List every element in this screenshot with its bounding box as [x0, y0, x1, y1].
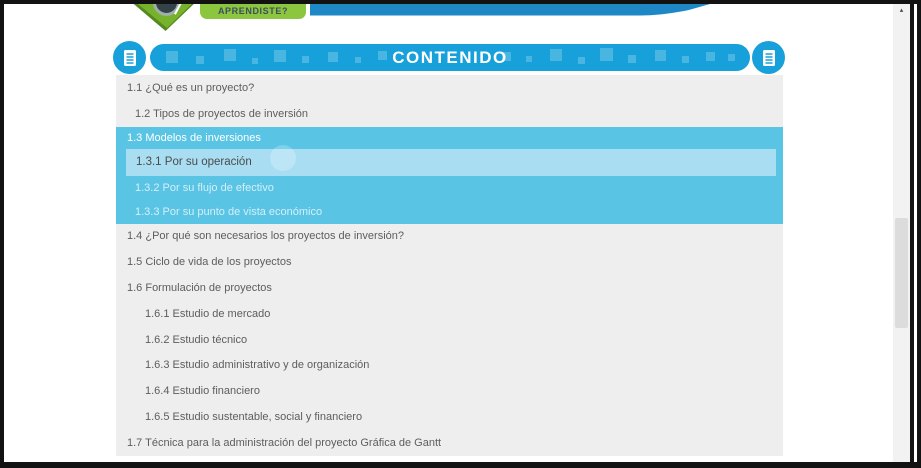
square-decoration [728, 54, 735, 61]
square-decoration [274, 50, 286, 62]
toc-item[interactable]: 1.5 Ciclo de vida de los proyectos [127, 256, 292, 269]
toc-item[interactable]: 1.3 Modelos de inversiones [127, 131, 261, 144]
square-decoration [328, 52, 338, 62]
document-icon [752, 41, 785, 74]
frame-top [0, 0, 921, 4]
toc-section-active [116, 127, 783, 224]
square-decoration [682, 56, 689, 63]
toc-item[interactable]: 1.6.2 Estudio técnico [145, 333, 248, 346]
frame-right-outer [917, 0, 921, 468]
toc-item[interactable]: 1.2 Tipos de proyectos de inversión [135, 107, 309, 120]
square-decoration [224, 49, 236, 61]
contenido-title: CONTENIDO [392, 47, 508, 67]
toc-item[interactable]: 1.6.1 Estudio de mercado [145, 307, 271, 320]
square-decoration [600, 48, 613, 61]
toc-item[interactable]: 1.7 Técnica para la administración del proyecto Gráfica de Gantt [127, 436, 442, 449]
square-decoration [355, 57, 361, 63]
toc-panel [116, 75, 783, 456]
square-decoration [526, 56, 532, 62]
square-decoration [378, 51, 387, 60]
toc-item[interactable]: 1.6.5 Estudio sustentable, social y financiero [145, 411, 363, 424]
toc-item[interactable]: 1.6.3 Estudio administrativo y de organización [145, 359, 370, 372]
square-decoration [550, 49, 562, 61]
square-decoration [706, 52, 715, 61]
toc-item[interactable]: 1.4 ¿Por qué son necesarios los proyectos de inversión? [127, 230, 404, 243]
scrollbar-thumb[interactable] [895, 218, 908, 328]
square-decoration [655, 50, 666, 61]
square-decoration [578, 57, 585, 64]
square-decoration [166, 51, 178, 63]
toc-item[interactable]: 1.6 Formulación de proyectos [127, 282, 272, 295]
toc-item[interactable]: 1.3.3 Por su punto de vista económico [135, 205, 323, 218]
square-decoration [628, 55, 636, 63]
toc-item[interactable]: 1.1 ¿Qué es un proyecto? [127, 81, 255, 94]
square-decoration [302, 56, 309, 63]
frame-bottom [0, 462, 921, 468]
toc-item[interactable]: 1.3.2 Por su flujo de efectivo [135, 181, 274, 194]
scroll-up-icon[interactable]: ▴ [899, 7, 904, 14]
tab-aprendiste-label: APRENDISTE? [217, 6, 289, 16]
square-decoration [252, 58, 258, 64]
frame-right-inner [910, 0, 914, 468]
document-icon [113, 41, 146, 74]
toc-item[interactable]: 1.3.1 Por su operación [126, 149, 776, 176]
frame-left [0, 0, 4, 468]
contenido-header-bar [150, 44, 750, 71]
toc-item[interactable]: 1.6.4 Estudio financiero [145, 385, 260, 398]
square-decoration [196, 56, 204, 64]
